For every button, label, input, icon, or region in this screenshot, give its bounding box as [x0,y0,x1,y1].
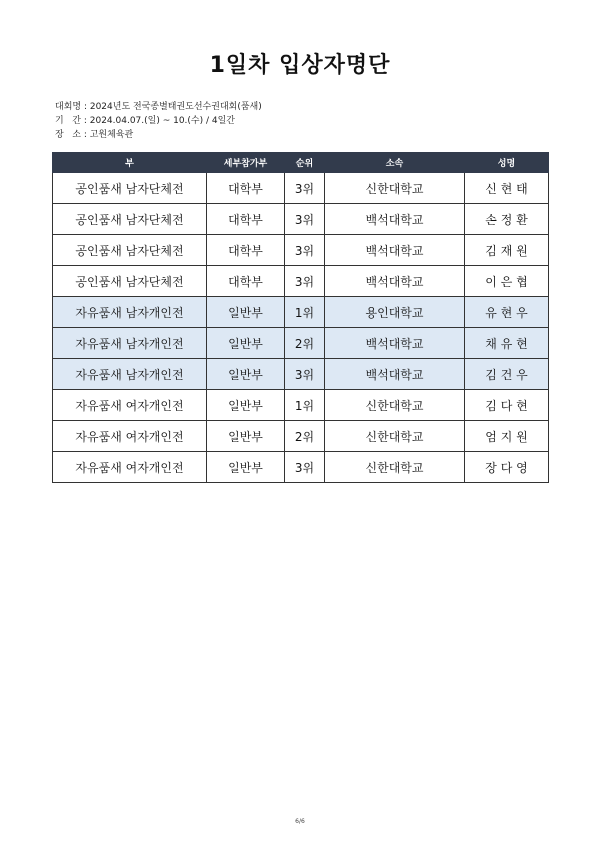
cell-affiliation: 신한대학교 [325,390,465,421]
table-row [53,359,549,390]
cell-category: 일반부 [207,297,285,328]
header-name: 성명 [465,153,549,173]
header-affiliation: 소속 [325,153,465,173]
table-row [53,266,549,297]
cell-category: 대학부 [207,266,285,297]
cell-category: 일반부 [207,452,285,483]
event-name-row [55,100,262,114]
event-info [55,100,262,142]
cell-category: 대학부 [207,235,285,266]
cell-affiliation: 용인대학교 [325,297,465,328]
event-period-label: 기 간 [55,116,81,126]
cell-category: 일반부 [207,359,285,390]
cell-affiliation: 신한대학교 [325,421,465,452]
cell-division: 자유품새 남자개인전 [53,297,207,328]
cell-category: 일반부 [207,328,285,359]
table-header-row [53,153,549,173]
cell-name: 신 현 태 [465,173,549,204]
cell-rank: 3위 [285,266,325,297]
cell-rank: 3위 [285,359,325,390]
cell-category: 일반부 [207,421,285,452]
cell-division: 자유품새 여자개인전 [53,452,207,483]
header-division: 부 [53,153,207,173]
cell-division: 공인품새 남자단체전 [53,235,207,266]
cell-name: 채 유 현 [465,328,549,359]
table-row [53,452,549,483]
cell-rank: 1위 [285,297,325,328]
cell-division: 공인품새 남자단체전 [53,173,207,204]
cell-name: 엄 지 원 [465,421,549,452]
table-row [53,297,549,328]
table-row [53,204,549,235]
event-venue-value: : 고원체육관 [80,130,134,140]
cell-affiliation: 백석대학교 [325,235,465,266]
event-name-label: 대회명 [55,102,82,112]
cell-division: 자유품새 여자개인전 [53,421,207,452]
cell-rank: 3위 [285,173,325,204]
event-period-row [55,114,262,128]
page-number: 6/6 [295,818,305,825]
cell-name: 김 재 원 [465,235,549,266]
cell-affiliation: 신한대학교 [325,173,465,204]
table-row [53,173,549,204]
event-name-value: : 2024년도 전국종별태권도선수권대회(품새) [81,102,262,112]
cell-rank: 3위 [285,452,325,483]
cell-affiliation: 백석대학교 [325,266,465,297]
cell-name: 이 은 협 [465,266,549,297]
cell-division: 공인품새 남자단체전 [53,266,207,297]
table-row [53,235,549,266]
cell-division: 공인품새 남자단체전 [53,204,207,235]
cell-name: 김 건 우 [465,359,549,390]
cell-name: 손 정 환 [465,204,549,235]
table-row [53,390,549,421]
cell-name: 김 다 현 [465,390,549,421]
cell-name: 유 현 우 [465,297,549,328]
page-title: 1일차 입상자명단 [209,53,391,78]
cell-rank: 2위 [285,328,325,359]
event-period-value: : 2024.04.07.(일) ~ 10.(수) / 4일간 [80,116,236,126]
cell-division: 자유품새 남자개인전 [53,328,207,359]
cell-affiliation: 백석대학교 [325,328,465,359]
header-rank: 순위 [285,153,325,173]
cell-rank: 3위 [285,204,325,235]
event-venue-label: 장 소 [55,130,81,140]
header-category: 세부참가부 [207,153,285,173]
winners-table [52,152,549,483]
table-body [53,173,549,483]
cell-affiliation: 신한대학교 [325,452,465,483]
cell-division: 자유품새 여자개인전 [53,390,207,421]
cell-category: 일반부 [207,390,285,421]
cell-name: 장 다 영 [465,452,549,483]
event-venue-row [55,128,262,142]
cell-division: 자유품새 남자개인전 [53,359,207,390]
cell-rank: 2위 [285,421,325,452]
cell-affiliation: 백석대학교 [325,204,465,235]
cell-category: 대학부 [207,204,285,235]
table-row [53,421,549,452]
table-row [53,328,549,359]
cell-rank: 3위 [285,235,325,266]
cell-category: 대학부 [207,173,285,204]
cell-affiliation: 백석대학교 [325,359,465,390]
cell-rank: 1위 [285,390,325,421]
